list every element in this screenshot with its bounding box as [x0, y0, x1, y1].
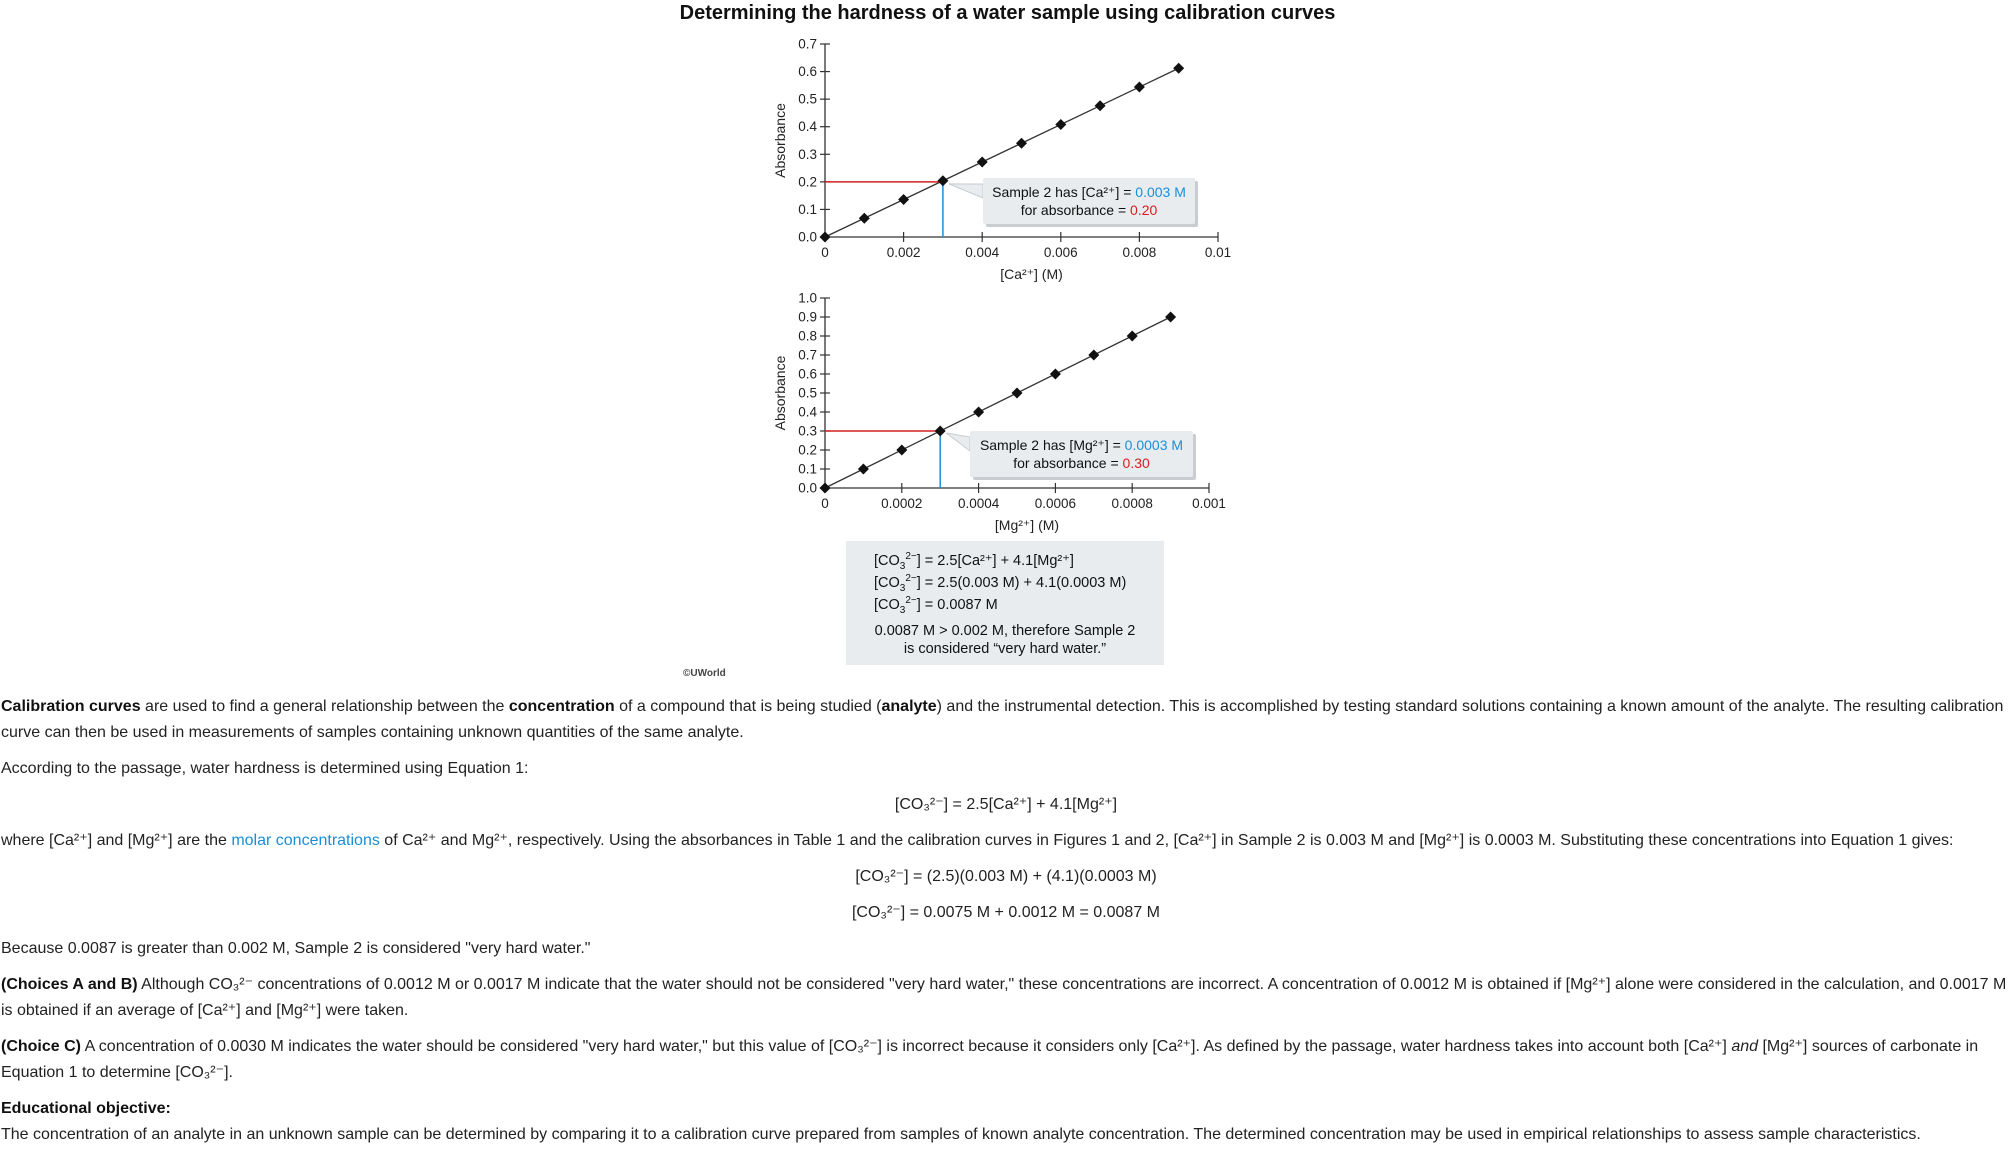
x-tick-label: 0.001	[1192, 496, 1226, 511]
y-tick-label: 0.4	[798, 119, 817, 135]
y-tick-label: 0.1	[798, 201, 817, 217]
callout-label: Sample 2 has [Ca²⁺] =	[992, 184, 1136, 200]
paragraph-result: Because 0.0087 is greater than 0.002 M, Sample 2 is considered "very hard water."	[1, 940, 591, 957]
callout-label: for absorbance =	[1020, 202, 1131, 218]
y-tick-label: 1.0	[798, 290, 817, 306]
callout-label: Sample 2 has [Mg²⁺] =	[979, 437, 1125, 453]
paragraph-choice-c: (Choice C) A concentration of 0.0030 M indicates the water should be considered "very hard water," but this value of [CO₃²⁻] is incorrect because it considers only [Ca²⁺]. As defined by the passage, water hardness takes into account both [Ca²⁺] and [Mg²⁺] sources of carbonate in Equation 1 to determine [CO₃²⁻].	[1, 1038, 1979, 1081]
y-tick-label: 0.3	[798, 423, 817, 439]
data-point	[820, 232, 831, 243]
x-tick-label: 0.01	[1204, 245, 1232, 260]
y-tick-label: 0.5	[798, 385, 817, 401]
conclusion-line-1: 0.0087 M > 0.002 M, therefore Sample 2	[874, 623, 1136, 639]
callout-pointer	[946, 433, 970, 451]
y-tick-label: 0.3	[798, 146, 817, 162]
calcium-calibration-chart	[760, 28, 1260, 290]
callout-line-2	[1013, 455, 1150, 471]
molar-concentrations-link[interactable]: molar concentrations	[231, 832, 380, 849]
y-tick-label: 0.1	[798, 461, 817, 477]
y-tick-label: 0.7	[798, 347, 817, 363]
callout-label: for absorbance =	[1013, 455, 1123, 471]
x-tick-label: 0.0008	[1111, 496, 1153, 511]
equation-1: [CO₃²⁻] = 2.5[Ca²⁺] + 4.1[Mg²⁺]	[894, 796, 1118, 813]
data-point	[935, 426, 946, 437]
equation-line-1: $[CO_3^{2-}] = 2.5[Ca^{2+}] + 4.1[Mg^{2+}]$	[874, 551, 1074, 572]
data-point	[973, 407, 984, 418]
figure-title: Determining the hardness of a water sample using calibration curves	[679, 2, 1336, 24]
educational-objective-text: The concentration of an analyte in an unknown sample can be determined by comparing it to a calibration curve prepared from samples of known analyte concentration. The determined concentration may be used in empirical relationships to assess sample characteristics.	[1, 1126, 1921, 1143]
y-tick-label: 0.5	[798, 91, 817, 107]
callout-line-1	[992, 184, 1186, 200]
y-tick-label: 0.6	[798, 64, 817, 80]
equation-3: [CO₃²⁻] = 0.0075 M + 0.0012 M = 0.0087 M	[851, 904, 1160, 921]
callout-line-1	[980, 437, 1183, 453]
data-point	[1050, 369, 1061, 380]
equation-line-2: $[CO_3^{2-}] = 2.5(0.003$ M) + 4.1(0.0003 M)	[874, 573, 1127, 594]
x-tick-label: 0.008	[1122, 245, 1157, 260]
paragraph-equation-intro: According to the passage, water hardness is determined using Equation 1:	[1, 760, 529, 777]
explanation-text	[1, 694, 2011, 1158]
y-tick-label: 0.2	[798, 442, 817, 458]
x-tick-label: 0.006	[1043, 245, 1078, 260]
data-point	[898, 194, 909, 205]
data-point	[1173, 63, 1184, 74]
y-tick-label: 0.8	[798, 328, 817, 344]
data-point	[1127, 331, 1138, 342]
y-axis-label: Absorbance	[772, 103, 788, 178]
paragraph-calibration: Calibration curves are used to find a general relationship between the concentration of a compound that is being studied (analyte) and the instrumental detection. This is accomplished by testing standard solutions containing a known amount of the analyte. The resulting calibration curve can then be used in measurements of samples containing unknown quantities of the same analyte.	[1, 698, 2004, 741]
callout-concentration-value: 0.0003 M	[1124, 437, 1184, 453]
data-point	[859, 213, 870, 224]
y-tick-label: 0.4	[798, 404, 817, 420]
copyright-notice: ©UWorld	[683, 668, 726, 679]
data-point	[1165, 312, 1176, 323]
paragraph-choices-a-b: (Choices A and B) Although CO₃²⁻ concentrations of 0.0012 M or 0.0017 M indicate that the water should not be considered "very hard water," these concentrations are incorrect. A concentration of 0.0012 M is obtained if [Mg²⁺] alone were considered in the calculation, and 0.0017 M is obtained if an average of [Ca²⁺] and [Mg²⁺] were taken.	[1, 976, 2007, 1019]
data-point	[1088, 350, 1099, 361]
x-tick-label: 0.004	[965, 245, 1000, 260]
data-point	[1055, 119, 1066, 130]
callout-absorbance-value: 0.30	[1122, 455, 1150, 471]
paragraph-substitution: where [Ca²⁺] and [Mg²⁺] are the molar concentrations of Ca²⁺ and Mg²⁺, respectively. Using the absorbances in Table 1 and the calibration curves in Figures 1 and 2, [Ca²⁺] in Sample 2 is 0.003 M and [Mg²⁺] is 0.0003 M. Substituting these concentrations into Equation 1 gives:	[1, 832, 1954, 849]
equation-box	[846, 541, 1164, 665]
y-tick-label: 0.0	[798, 229, 817, 245]
x-tick-label: 0.0006	[1034, 496, 1077, 511]
data-point	[1134, 82, 1145, 93]
x-axis-label: [Ca²⁺] (M)	[1000, 266, 1063, 282]
data-point	[820, 483, 831, 494]
callout-concentration-value: 0.003 M	[1135, 184, 1186, 200]
callout-pointer	[949, 184, 983, 198]
y-tick-label: 0.9	[798, 309, 817, 325]
x-tick-label: 0	[821, 496, 829, 511]
x-axis-label: [Mg²⁺] (M)	[994, 517, 1060, 533]
magnesium-calibration-chart	[760, 285, 1260, 543]
data-point	[1012, 388, 1023, 399]
y-tick-label: 0.2	[798, 174, 817, 190]
callout-absorbance-value: 0.20	[1130, 202, 1158, 218]
data-point	[858, 464, 869, 475]
data-point	[896, 445, 907, 456]
x-tick-label: 0	[821, 245, 829, 260]
x-tick-label: 0.0004	[957, 496, 1000, 511]
callout-line-2	[1021, 202, 1158, 218]
educational-objective-heading: Educational objective:	[1, 1100, 171, 1117]
x-tick-label: 0.0002	[881, 496, 923, 511]
y-axis-label: Absorbance	[772, 355, 788, 431]
y-tick-label: 0.6	[798, 366, 817, 382]
data-point	[937, 175, 948, 186]
equation-2: [CO₃²⁻] = (2.5)(0.003 M) + (4.1)(0.0003 M)	[855, 868, 1157, 885]
y-tick-label: 0.7	[798, 36, 817, 52]
data-point	[1095, 100, 1106, 111]
equation-line-3: $[CO_3^{2-}] = 0.0087$ M	[874, 595, 998, 616]
data-point	[977, 157, 988, 168]
data-point	[1016, 138, 1027, 149]
conclusion-line-2: is considered “very hard water.”	[903, 641, 1107, 657]
y-tick-label: 0.0	[798, 480, 817, 496]
x-tick-label: 0.002	[886, 245, 921, 260]
